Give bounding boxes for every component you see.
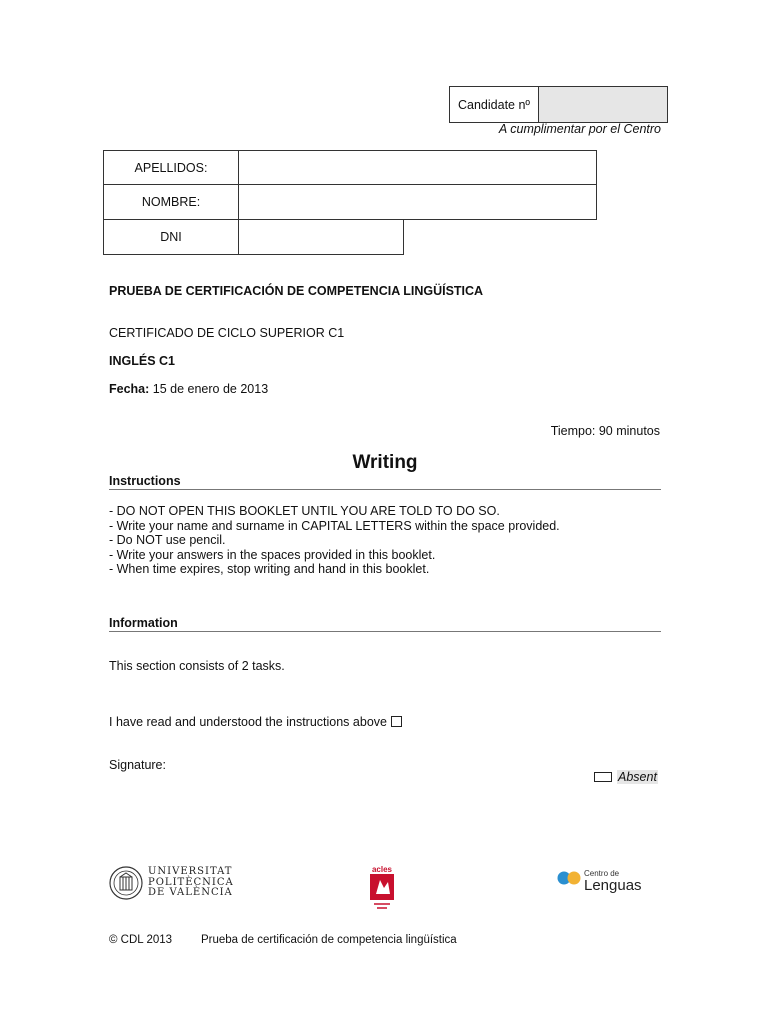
absent-checkbox[interactable] — [594, 772, 612, 782]
upv-seal-icon — [109, 866, 143, 900]
acknowledge-checkbox[interactable] — [391, 716, 402, 727]
acles-logo — [369, 866, 395, 912]
dni-field[interactable] — [239, 220, 404, 255]
instruction-item: - DO NOT OPEN THIS BOOKLET UNTIL YOU ARE TOLD TO DO SO. — [109, 504, 500, 518]
centro-label-small: Centro de — [584, 869, 620, 878]
acknowledge-line — [109, 715, 402, 729]
footer-text: Prueba de certificación de competencia lingüística — [201, 934, 457, 946]
upv-logo — [109, 866, 234, 900]
instructions-divider — [109, 489, 661, 490]
candidate-number-label: Candidate nº — [450, 87, 539, 122]
centro-label-big: Lenguas — [584, 877, 642, 894]
dni-label: DNI — [103, 220, 239, 255]
name-row — [103, 185, 597, 220]
name-field[interactable] — [239, 185, 597, 220]
centro-lenguas-logo — [557, 870, 642, 893]
exam-date-value: 15 de enero de 2013 — [149, 382, 269, 396]
candidate-number-box — [449, 86, 668, 123]
upv-line-2: POLITÈCNICA — [148, 876, 234, 888]
acknowledge-text: I have read and understood the instructions above — [109, 715, 387, 729]
footer-copyright: © CDL 2013 — [109, 934, 173, 946]
exam-title: PRUEBA DE CERTIFICACIÓN DE COMPETENCIA LINGÜÍSTICA — [109, 284, 484, 298]
acles-label: acles — [371, 865, 393, 874]
section-title: Writing — [352, 452, 418, 473]
information-heading: Information — [109, 616, 178, 630]
dni-row — [103, 220, 404, 255]
candidate-number-field[interactable] — [539, 87, 667, 122]
upv-line-3: DE VALÈNCIA — [148, 887, 233, 899]
certificate-level: CERTIFICADO DE CICLO SUPERIOR C1 — [109, 326, 345, 340]
information-divider — [109, 631, 661, 632]
instruction-item: - Do NOT use pencil. — [109, 533, 226, 547]
exam-date — [109, 382, 268, 396]
name-label: NOMBRE: — [103, 185, 239, 220]
instruction-item: - Write your answers in the spaces provided in this booklet. — [109, 547, 436, 562]
absent-option[interactable] — [594, 770, 658, 784]
instruction-item: - When time expires, stop writing and hand in this booklet. — [109, 562, 430, 576]
exam-time: Tiempo: 90 minutos — [550, 424, 660, 438]
upv-line-1: UNIVERSITAT — [148, 866, 233, 878]
surname-field[interactable] — [239, 150, 597, 185]
centro-lenguas-dots-icon — [557, 870, 581, 886]
signature-label: Signature: — [109, 758, 166, 772]
tasks-count: This section consists of 2 tasks. — [109, 659, 285, 673]
instructions-list — [109, 504, 560, 577]
absent-label: Absent — [618, 770, 657, 784]
surname-row — [103, 150, 597, 185]
candidate-note: A cumplimentar por el Centro — [498, 122, 661, 136]
page-footer — [109, 934, 457, 946]
surname-label: APELLIDOS: — [103, 150, 239, 185]
exam-language: INGLÉS C1 — [109, 354, 175, 368]
exam-date-label: Fecha: — [109, 382, 150, 396]
instructions-heading: Instructions — [109, 474, 181, 488]
instruction-item: - Write your name and surname in CAPITAL LETTERS within the space provided. — [109, 518, 560, 533]
